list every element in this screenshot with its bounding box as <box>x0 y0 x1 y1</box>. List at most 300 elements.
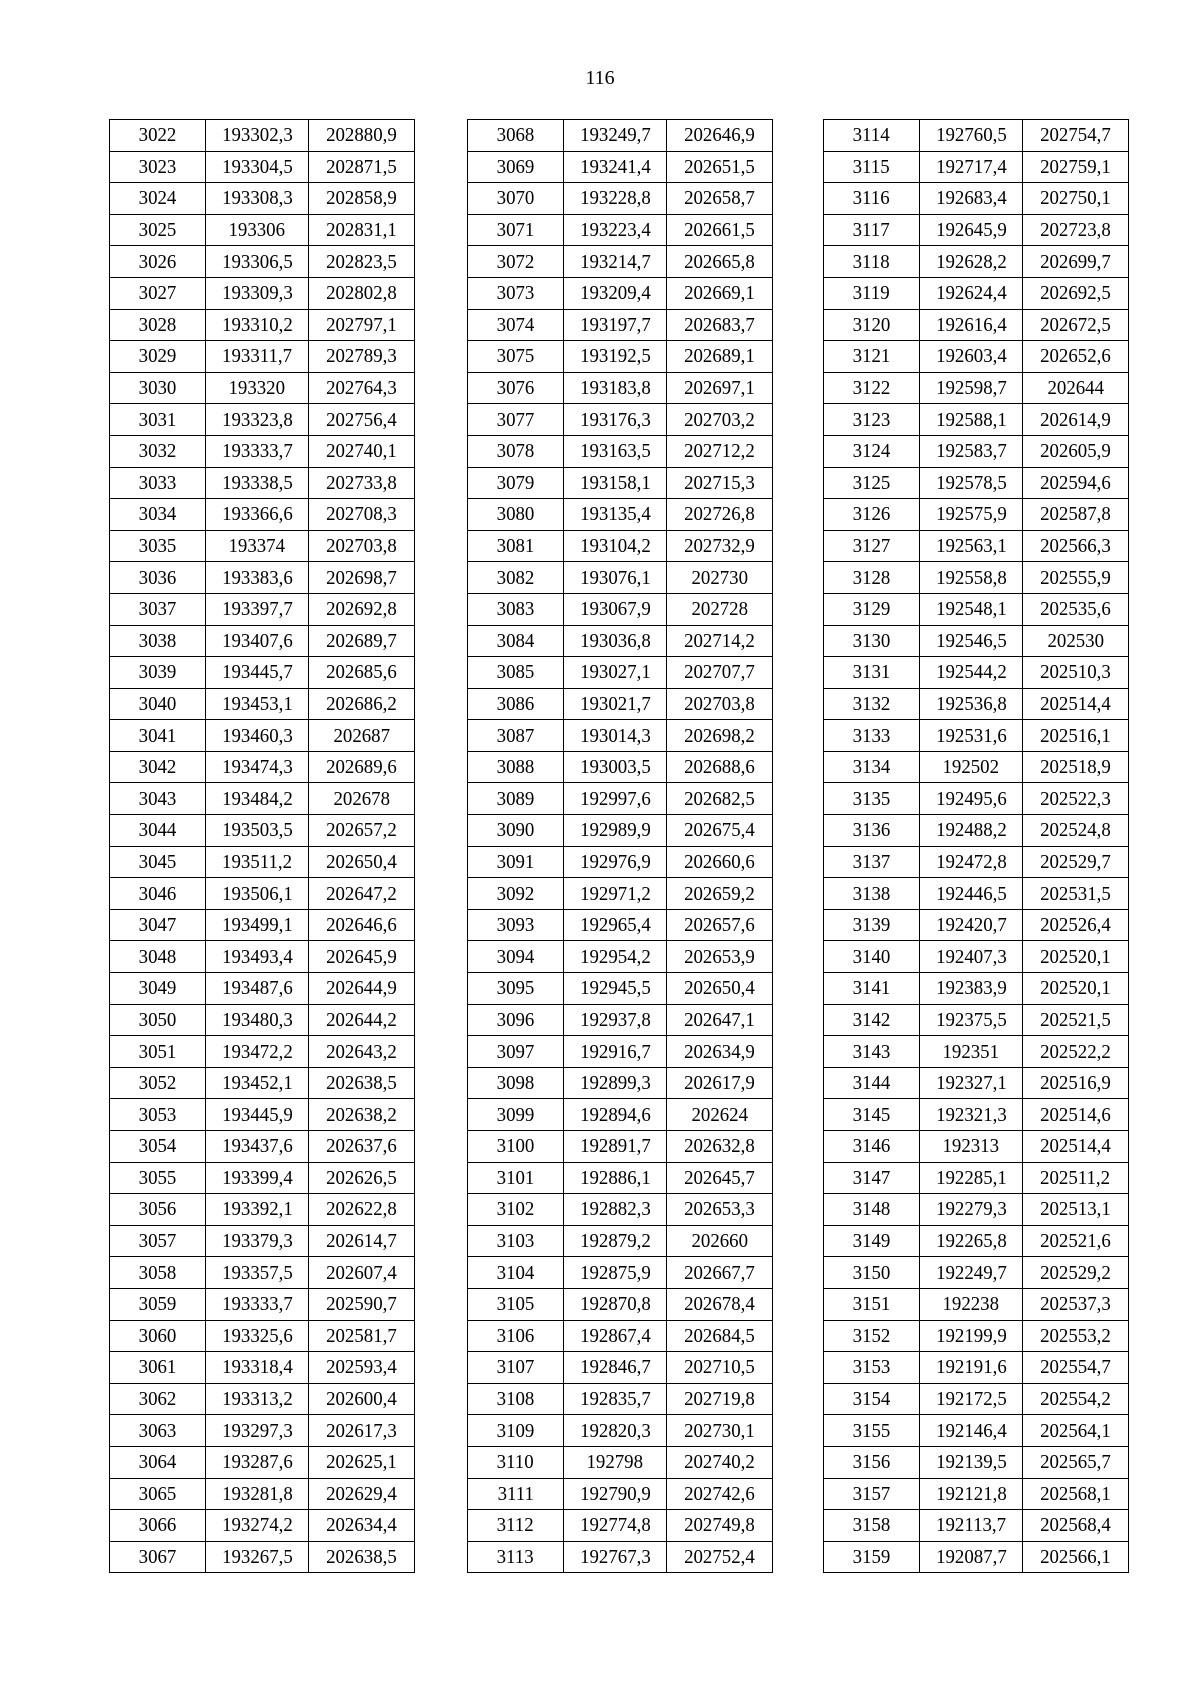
cell-value: 202555,9 <box>1040 566 1111 589</box>
y-coordinate-cell <box>667 720 773 752</box>
cell-value: 3041 <box>138 724 177 747</box>
table-row <box>110 214 415 246</box>
cell-value: 202516,9 <box>1040 1072 1111 1095</box>
cell-value: 3102 <box>496 1198 535 1221</box>
cell-value: 3150 <box>852 1261 891 1284</box>
point-number-cell <box>824 878 920 910</box>
cell-value: 192598,7 <box>935 377 1007 400</box>
point-number-cell <box>824 1415 920 1447</box>
cell-value: 192945,5 <box>579 977 651 1000</box>
cell-value: 3066 <box>138 1514 177 1537</box>
cell-value: 192191,6 <box>935 1356 1007 1379</box>
cell-value: 3030 <box>138 377 177 400</box>
table-row <box>468 1162 773 1194</box>
cell-value: 202568,4 <box>1040 1514 1111 1537</box>
x-coordinate-cell <box>564 1510 667 1542</box>
y-coordinate-cell <box>309 404 415 436</box>
point-number-cell <box>824 1225 920 1257</box>
cell-value: 3055 <box>138 1166 177 1189</box>
cell-value: 202650,4 <box>684 977 755 1000</box>
table-row <box>110 1446 415 1478</box>
table-row <box>110 404 415 436</box>
y-coordinate-cell <box>1023 151 1129 183</box>
point-number-cell <box>824 973 920 1005</box>
table-row <box>824 1162 1129 1194</box>
y-coordinate-cell <box>667 593 773 625</box>
y-coordinate-cell <box>309 720 415 752</box>
x-coordinate-cell <box>920 593 1023 625</box>
cell-value: 193499,1 <box>221 914 293 937</box>
table-row <box>824 720 1129 752</box>
table-row <box>468 1004 773 1036</box>
point-number-cell <box>468 1352 564 1384</box>
x-coordinate-cell <box>920 815 1023 847</box>
point-number-cell <box>110 688 206 720</box>
x-coordinate-cell <box>206 1446 309 1478</box>
point-number-cell <box>110 815 206 847</box>
y-coordinate-cell <box>309 277 415 309</box>
x-coordinate-cell <box>920 1225 1023 1257</box>
y-coordinate-cell <box>309 467 415 499</box>
y-coordinate-cell <box>667 1510 773 1542</box>
cell-value: 3075 <box>496 345 535 368</box>
y-coordinate-cell <box>667 846 773 878</box>
table-row <box>468 562 773 594</box>
cell-value: 193281,8 <box>221 1482 293 1505</box>
x-coordinate-cell <box>206 815 309 847</box>
point-number-cell <box>110 751 206 783</box>
table-row <box>468 467 773 499</box>
cell-value: 193302,3 <box>221 124 293 147</box>
table-row <box>110 878 415 910</box>
cell-value: 202638,5 <box>326 1546 397 1569</box>
table-row <box>110 1162 415 1194</box>
point-number-cell <box>824 688 920 720</box>
table-row <box>468 688 773 720</box>
y-coordinate-cell <box>667 1194 773 1226</box>
table-row <box>824 562 1129 594</box>
table-row <box>824 941 1129 973</box>
y-coordinate-cell <box>309 341 415 373</box>
y-coordinate-cell <box>1023 372 1129 404</box>
y-coordinate-cell <box>667 909 773 941</box>
cell-value: 3023 <box>138 155 177 178</box>
table-row <box>824 1415 1129 1447</box>
cell-value: 3145 <box>852 1103 891 1126</box>
cell-value: 3092 <box>496 882 535 905</box>
cell-value: 192624,4 <box>935 282 1007 305</box>
point-number-cell <box>824 309 920 341</box>
cell-value: 3029 <box>138 345 177 368</box>
cell-value: 202530 <box>1047 629 1104 652</box>
table-row <box>824 435 1129 467</box>
y-coordinate-cell <box>309 1383 415 1415</box>
table-row <box>468 973 773 1005</box>
y-coordinate-cell <box>1023 688 1129 720</box>
cell-value: 202692,5 <box>1040 282 1111 305</box>
table-row <box>468 1415 773 1447</box>
cell-value: 3088 <box>496 756 535 779</box>
cell-value: 202581,7 <box>326 1324 397 1347</box>
cell-value: 193021,7 <box>579 692 651 715</box>
cell-value: 202831,1 <box>326 219 397 242</box>
y-coordinate-cell <box>309 657 415 689</box>
x-coordinate-cell <box>564 720 667 752</box>
cell-value: 3097 <box>496 1040 535 1063</box>
x-coordinate-cell <box>206 1541 309 1573</box>
x-coordinate-cell <box>920 404 1023 436</box>
y-coordinate-cell <box>1023 1320 1129 1352</box>
point-number-cell <box>468 1099 564 1131</box>
y-coordinate-cell <box>1023 341 1129 373</box>
cell-value: 3122 <box>852 377 891 400</box>
y-coordinate-cell <box>309 435 415 467</box>
cell-value: 3100 <box>496 1135 535 1158</box>
x-coordinate-cell <box>206 973 309 1005</box>
x-coordinate-cell <box>564 909 667 941</box>
x-coordinate-cell <box>920 1478 1023 1510</box>
cell-value: 3155 <box>852 1419 891 1442</box>
cell-value: 202622,8 <box>326 1198 397 1221</box>
cell-value: 193487,6 <box>221 977 293 1000</box>
point-number-cell <box>110 530 206 562</box>
x-coordinate-cell <box>920 783 1023 815</box>
table-row <box>468 1257 773 1289</box>
y-coordinate-cell <box>309 973 415 1005</box>
point-number-cell <box>468 625 564 657</box>
table-row <box>468 625 773 657</box>
x-coordinate-cell <box>920 1004 1023 1036</box>
point-number-cell <box>824 909 920 941</box>
table-row <box>110 1067 415 1099</box>
point-number-cell <box>110 246 206 278</box>
table-row <box>110 783 415 815</box>
y-coordinate-cell <box>667 625 773 657</box>
cell-value: 192891,7 <box>579 1135 651 1158</box>
cell-value: 3043 <box>138 787 177 810</box>
x-coordinate-cell <box>920 657 1023 689</box>
cell-value: 202692,8 <box>326 598 397 621</box>
x-coordinate-cell <box>920 941 1023 973</box>
cell-value: 202707,7 <box>684 661 755 684</box>
cell-value: 3071 <box>496 219 535 242</box>
y-coordinate-cell <box>309 214 415 246</box>
point-number-cell <box>110 467 206 499</box>
y-coordinate-cell <box>1023 277 1129 309</box>
cell-value: 193308,3 <box>221 187 293 210</box>
point-number-cell <box>468 1541 564 1573</box>
x-coordinate-cell <box>206 562 309 594</box>
y-coordinate-cell <box>1023 973 1129 1005</box>
x-coordinate-cell <box>564 499 667 531</box>
cell-value: 192870,8 <box>579 1293 651 1316</box>
y-coordinate-cell <box>1023 530 1129 562</box>
cell-value: 3127 <box>852 535 891 558</box>
y-coordinate-cell <box>1023 846 1129 878</box>
cell-value: 192588,1 <box>935 408 1007 431</box>
x-coordinate-cell <box>564 973 667 1005</box>
table-row <box>468 1099 773 1131</box>
cell-value: 192383,9 <box>935 977 1007 1000</box>
point-number-cell <box>468 404 564 436</box>
cell-value: 193480,3 <box>221 1008 293 1031</box>
point-number-cell <box>110 973 206 1005</box>
point-number-cell <box>110 1067 206 1099</box>
cell-value: 202629,4 <box>326 1482 397 1505</box>
cell-value: 202823,5 <box>326 250 397 273</box>
point-number-cell <box>468 309 564 341</box>
point-number-cell <box>468 1383 564 1415</box>
point-number-cell <box>110 593 206 625</box>
point-number-cell <box>468 277 564 309</box>
cell-value: 3074 <box>496 313 535 336</box>
cell-value: 192087,7 <box>935 1546 1007 1569</box>
table-row <box>824 309 1129 341</box>
cell-value: 193311,7 <box>221 345 293 368</box>
table-row <box>468 435 773 467</box>
cell-value: 202643,2 <box>326 1040 397 1063</box>
y-coordinate-cell <box>667 467 773 499</box>
y-coordinate-cell <box>309 593 415 625</box>
point-number-cell <box>110 657 206 689</box>
y-coordinate-cell <box>1023 562 1129 594</box>
cell-value: 193297,3 <box>221 1419 293 1442</box>
point-number-cell <box>110 1415 206 1447</box>
table-row <box>110 720 415 752</box>
point-number-cell <box>824 815 920 847</box>
x-coordinate-cell <box>206 1288 309 1320</box>
cell-value: 202714,2 <box>684 629 755 652</box>
cell-value: 193076,1 <box>579 566 651 589</box>
x-coordinate-cell <box>564 1478 667 1510</box>
cell-value: 202521,5 <box>1040 1008 1111 1031</box>
point-number-cell <box>468 593 564 625</box>
point-number-cell <box>824 246 920 278</box>
y-coordinate-cell <box>309 1288 415 1320</box>
cell-value: 202880,9 <box>326 124 397 147</box>
y-coordinate-cell <box>309 1320 415 1352</box>
cell-value: 202646,6 <box>326 914 397 937</box>
point-number-cell <box>110 1446 206 1478</box>
x-coordinate-cell <box>920 1320 1023 1352</box>
cell-value: 3033 <box>138 471 177 494</box>
cell-value: 202568,1 <box>1040 1482 1111 1505</box>
x-coordinate-cell <box>564 435 667 467</box>
cell-value: 202698,7 <box>326 566 397 589</box>
x-coordinate-cell <box>206 878 309 910</box>
cell-value: 202617,9 <box>684 1072 755 1095</box>
y-coordinate-cell <box>1023 593 1129 625</box>
x-coordinate-cell <box>206 467 309 499</box>
cell-value: 3156 <box>852 1451 891 1474</box>
x-coordinate-cell <box>920 214 1023 246</box>
cell-value: 202703,8 <box>326 535 397 558</box>
table-row <box>468 530 773 562</box>
cell-value: 202712,2 <box>684 440 755 463</box>
cell-value: 3140 <box>852 945 891 968</box>
cell-value: 193313,2 <box>221 1388 293 1411</box>
table-row <box>824 657 1129 689</box>
cell-value: 3068 <box>496 124 535 147</box>
x-coordinate-cell <box>920 1352 1023 1384</box>
cell-value: 3050 <box>138 1008 177 1031</box>
table-row <box>468 404 773 436</box>
cell-value: 3027 <box>138 282 177 305</box>
cell-value: 3051 <box>138 1040 177 1063</box>
point-number-cell <box>110 1320 206 1352</box>
cell-value: 192321,3 <box>935 1103 1007 1126</box>
cell-value: 193392,1 <box>221 1198 293 1221</box>
cell-value: 3115 <box>852 155 891 178</box>
cell-value: 3108 <box>496 1388 535 1411</box>
y-coordinate-cell <box>1023 214 1129 246</box>
point-number-cell <box>468 499 564 531</box>
table-row <box>468 1478 773 1510</box>
cell-value: 202723,8 <box>1040 219 1111 242</box>
cell-value: 202740,1 <box>326 440 397 463</box>
y-coordinate-cell <box>309 783 415 815</box>
y-coordinate-cell <box>1023 1288 1129 1320</box>
cell-value: 192899,3 <box>579 1072 651 1095</box>
y-coordinate-cell <box>1023 1036 1129 1068</box>
table-row <box>110 1478 415 1510</box>
x-coordinate-cell <box>920 151 1023 183</box>
table-row <box>468 499 773 531</box>
cell-value: 192121,8 <box>935 1482 1007 1505</box>
cell-value: 3067 <box>138 1546 177 1569</box>
y-coordinate-cell <box>1023 1383 1129 1415</box>
point-number-cell <box>468 973 564 1005</box>
table-row <box>468 341 773 373</box>
table-row <box>110 657 415 689</box>
point-number-cell <box>110 1352 206 1384</box>
cell-value: 202522,2 <box>1040 1040 1111 1063</box>
table-row <box>110 1257 415 1289</box>
cell-value: 3081 <box>496 535 535 558</box>
cell-value: 202688,6 <box>684 756 755 779</box>
cell-value: 3089 <box>496 787 535 810</box>
table-row <box>824 1288 1129 1320</box>
table-row <box>110 973 415 1005</box>
cell-value: 202632,8 <box>684 1135 755 1158</box>
cell-value: 193287,6 <box>221 1451 293 1474</box>
cell-value: 3105 <box>496 1293 535 1316</box>
cell-value: 202658,7 <box>684 187 755 210</box>
cell-value: 3053 <box>138 1103 177 1126</box>
cell-value: 3024 <box>138 187 177 210</box>
cell-value: 192285,1 <box>935 1166 1007 1189</box>
cell-value: 3085 <box>496 661 535 684</box>
point-number-cell <box>110 404 206 436</box>
y-coordinate-cell <box>667 1036 773 1068</box>
point-number-cell <box>824 562 920 594</box>
cell-value: 192420,7 <box>935 914 1007 937</box>
point-number-cell <box>468 878 564 910</box>
y-coordinate-cell <box>1023 467 1129 499</box>
cell-value: 193511,2 <box>221 850 293 873</box>
y-coordinate-cell <box>1023 1415 1129 1447</box>
table-row <box>824 1541 1129 1573</box>
cell-value: 3093 <box>496 914 535 937</box>
cell-value: 202689,1 <box>684 345 755 368</box>
cell-value: 3118 <box>852 250 891 273</box>
cell-value: 202759,1 <box>1040 155 1111 178</box>
table-row <box>110 467 415 499</box>
cell-value: 3157 <box>852 1482 891 1505</box>
y-coordinate-cell <box>667 1352 773 1384</box>
cell-value: 3082 <box>496 566 535 589</box>
y-coordinate-cell <box>309 1446 415 1478</box>
cell-value: 193325,6 <box>221 1324 293 1347</box>
cell-value: 3026 <box>138 250 177 273</box>
cell-value: 3079 <box>496 471 535 494</box>
table-row <box>110 1415 415 1447</box>
cell-value: 202749,8 <box>684 1514 755 1537</box>
cell-value: 192954,2 <box>579 945 651 968</box>
cell-value: 202646,9 <box>684 124 755 147</box>
x-coordinate-cell <box>920 973 1023 1005</box>
table-row <box>110 277 415 309</box>
cell-value: 3146 <box>852 1135 891 1158</box>
cell-value: 3104 <box>496 1261 535 1284</box>
cell-value: 192894,6 <box>579 1103 651 1126</box>
y-coordinate-cell <box>1023 246 1129 278</box>
x-coordinate-cell <box>920 1067 1023 1099</box>
cell-value: 202564,1 <box>1040 1419 1111 1442</box>
x-coordinate-cell <box>206 1352 309 1384</box>
table-row <box>110 530 415 562</box>
y-coordinate-cell <box>667 1478 773 1510</box>
point-number-cell <box>468 941 564 973</box>
cell-value: 192879,2 <box>579 1230 651 1253</box>
x-coordinate-cell <box>206 1257 309 1289</box>
y-coordinate-cell <box>667 688 773 720</box>
cell-value: 193452,1 <box>221 1072 293 1095</box>
table-row <box>110 1320 415 1352</box>
point-number-cell <box>824 657 920 689</box>
cell-value: 202645,9 <box>326 945 397 968</box>
cell-value: 192472,8 <box>935 850 1007 873</box>
table-row <box>824 214 1129 246</box>
cell-value: 192488,2 <box>935 819 1007 842</box>
cell-value: 3044 <box>138 819 177 842</box>
cell-value: 193306 <box>228 219 286 242</box>
cell-value: 193453,1 <box>221 692 293 715</box>
cell-value: 192536,8 <box>935 692 1007 715</box>
cell-value: 3047 <box>138 914 177 937</box>
cell-value: 3106 <box>496 1324 535 1347</box>
point-number-cell <box>824 277 920 309</box>
point-number-cell <box>468 783 564 815</box>
cell-value: 192767,3 <box>579 1546 651 1569</box>
table-row <box>824 1225 1129 1257</box>
cell-value: 3135 <box>852 787 891 810</box>
y-coordinate-cell <box>309 878 415 910</box>
point-number-cell <box>110 1194 206 1226</box>
cell-value: 193506,1 <box>221 882 293 905</box>
x-coordinate-cell <box>920 1446 1023 1478</box>
cell-value: 3052 <box>138 1072 177 1095</box>
point-number-cell <box>824 625 920 657</box>
table-row <box>110 341 415 373</box>
x-coordinate-cell <box>564 1257 667 1289</box>
cell-value: 202590,7 <box>326 1293 397 1316</box>
point-number-cell <box>110 499 206 531</box>
cell-value: 202593,4 <box>326 1356 397 1379</box>
cell-value: 202703,8 <box>684 692 755 715</box>
cell-value: 3028 <box>138 313 177 336</box>
cell-value: 192563,1 <box>935 535 1007 558</box>
